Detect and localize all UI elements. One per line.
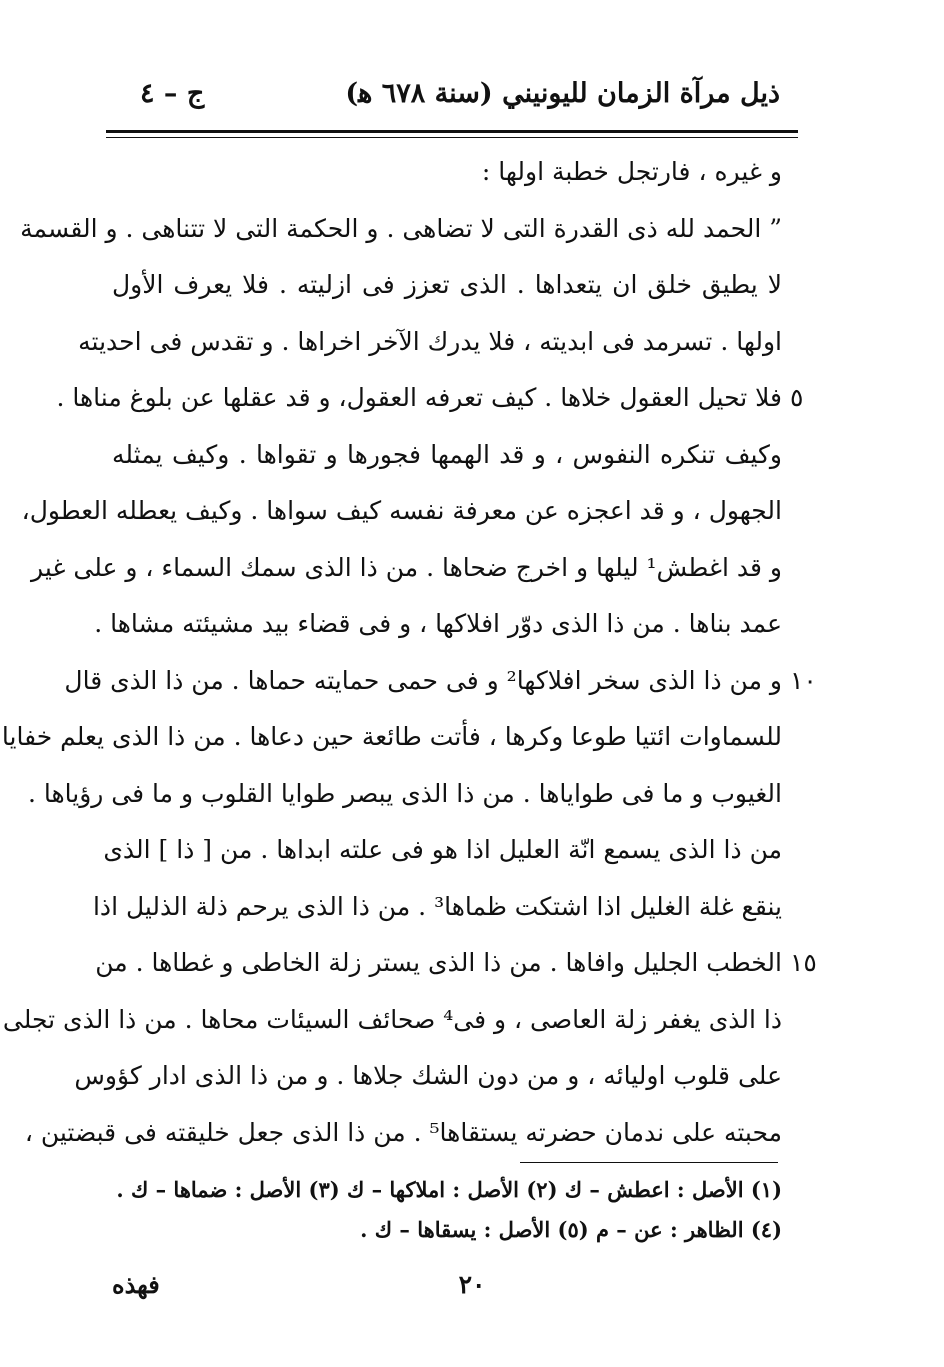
running-title: ذيل مرآة الزمان لليونيني (سنة ٦٧٨ ﻫ) [345, 78, 780, 109]
text-line: لا يطيق خلق ان يتعداها . الذى تعزز فى ازليته . فلا يعرف الأول [112, 270, 782, 299]
volume-number: ج – ٤ [140, 78, 205, 109]
catchword: فهذه [112, 1270, 160, 1299]
footnote-line: (٤) الظاهر : عن – م (٥) الأصل : يسقاها – ك . [360, 1217, 782, 1242]
text-line: ينقع غلة الغليل اذا اشتكت ظماها³ . من ذا الذى يرحم ذلة الذليل اذا [92, 891, 782, 921]
running-header [120, 78, 780, 128]
text-line: الجهول ، و قد اعجزه عن معرفة نفسه كيف سواها . وكيف يعطله العطول، [21, 496, 782, 525]
footnote-separator [520, 1162, 778, 1163]
text-line: الغيوب و ما فى طواياها . من ذا الذى يبصر طوايا القلوب و ما فى رؤياها . [27, 778, 782, 808]
page-number: ٢٠ [458, 1270, 486, 1299]
line-number: ٥ [790, 383, 804, 412]
line-number: ١٥ [790, 948, 817, 977]
text-line: للسماوات ائتيا طوعا وكرها ، فأتت طائعة حين دعاها . من ذا الذى يعلم خفايا [1, 722, 782, 751]
text-line: الخطب الجليل وافاها . من ذا الذى يستر زلة الخاطى و غطاها . من [95, 948, 782, 977]
text-line: اولها . تسرمد فى ابديته ، فلا يدرك الآخر اخراها . و تقدس فى احديته [78, 326, 782, 356]
text-line: محبته على ندمان حضرته يستقاها⁵ . من ذا الذى جعل خليقته فى قبضتين ، [24, 1117, 782, 1147]
text-line: و من ذا الذى سخر افلاكها² و فى حمى حمايته حماها . من ذا الذى قال [64, 665, 782, 695]
text-line: فلا تحيل العقول خلاها . كيف تعرفه العقول، و قد عقلها عن بلوغ مناها . [56, 383, 782, 412]
text-line: وكيف تنكره النفوس ، و قد الهمها فجورها و تقواها . وكيف يمثله [112, 439, 782, 469]
text-line: عمد بناها . من ذا الذى دوّر افلاكها ، و فى قضاء بيد مشيئته مشاها . [94, 609, 782, 638]
text-line: ” الحمد لله ذى القدرة التى لا تضاهى . و الحكمة التى لا تتناهى . و القسمة [20, 213, 782, 243]
text-line: من ذا الذى يسمع انّة العليل اذا هو فى علته ابداها . من [ ذا ] الذى [103, 835, 782, 864]
text-line: ذا الذى يغفر زلة العاصى ، و فى⁴ صحائف السيئات محاها . من ذا الذى تجلى [2, 1004, 782, 1034]
header-rule-thin [106, 137, 798, 138]
footnote-line: (١) الأصل : اعطش – ك (٢) الأصل : املاكها – ك (٣) الأصل : ضماها – ك . [116, 1177, 782, 1202]
header-rule-thick [106, 130, 798, 133]
text-line: و قد اغطش¹ ليلها و اخرج ضحاها . من ذا الذى سمك السماء ، و على غير [31, 552, 782, 582]
text-line: على قلوب اوليائه ، و من دون الشك جلاها . و من ذا الذى ادار كؤوس [74, 1061, 782, 1090]
line-number: ١٠ [790, 665, 817, 695]
text-line: و غيره ، فارتجل خطبة اولها : [481, 157, 782, 186]
